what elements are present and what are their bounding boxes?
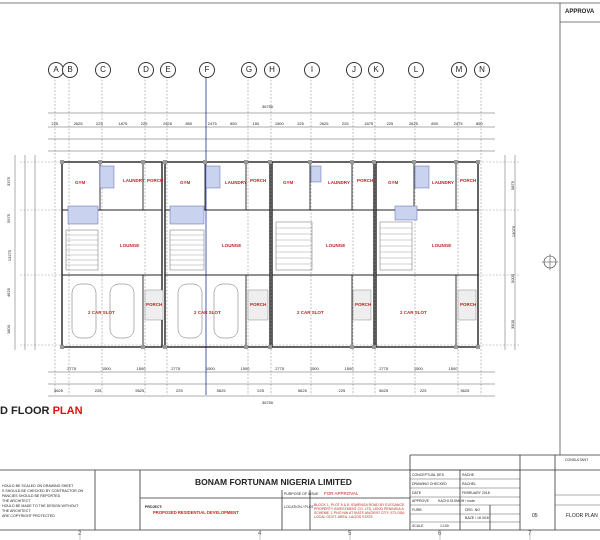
grid-bubble-n: N [474,62,490,78]
room-label-laundry: LAUNDRY [123,178,145,183]
room-label-gym: GYM [388,180,399,185]
ruler-number: 6 [438,531,442,537]
dimension-label: 850 [476,121,483,126]
dimension-label: 1500 [448,366,458,371]
dimension-label: 225 [96,121,103,126]
grid-bubble-k: K [368,62,384,78]
dimension-label: 3375 [5,176,11,186]
plan-title-prefix: D FLOOR [0,405,53,417]
note-line: THE ARCHITECT [2,509,31,513]
grid-bubble-l: L [408,62,424,78]
grid-bubble-j: J [346,62,362,78]
dimension-label: 1500 [101,366,111,371]
dimension-label: 2775 [275,366,285,371]
note-line: HOULD BE SCALED ON DRAWING SHEET [2,484,74,488]
dimension-label: 2625 [319,121,329,126]
note-line: ARE COPYRIGHT PROTECTED [2,514,55,518]
room-label-laundry: LAUNDRY [432,180,454,185]
dimension-label: 1800 [5,324,11,334]
room-label-porch: PORCH [250,178,267,183]
room-label-car-slot: 2 CAR SLOT [88,310,115,315]
dimension-label: 5000 [509,273,515,283]
grid-bubble-f: F [199,62,215,78]
dimension-label: 5625 [135,388,145,393]
sheet-number: 05 [532,513,538,519]
dimension-label: 2475 [207,121,217,126]
dimension-label: 2475 [453,121,463,126]
ruler-number: 2 [78,531,82,537]
location-label: LOCATION / PLOT [284,505,314,509]
grid-bubble-d: D [138,62,154,78]
dimension-label: 225 [257,388,264,393]
checked-label: DRAWING CHECKED [412,482,447,486]
dimension-label: 1500 [240,366,250,371]
dimension-label: 1500 [136,366,146,371]
scale-value: 1:100 [440,524,449,528]
room-label-porch: PORCH [357,178,374,183]
grid-bubble-g: G [241,62,257,78]
dimension-label: 150 [252,121,260,126]
ruler-number: 7 [528,531,532,537]
conceptual-value: RACHE [462,473,475,477]
dimension-label: 225 [386,121,394,126]
dimension-label: 1500 [344,366,354,371]
dimension-label: 1500 [413,366,423,371]
dimension-label: 5625 [216,388,226,393]
company-name: BONAM FORTUNAM NIGERIA LIMITED [195,477,352,487]
room-label-gym: GYM [75,180,86,185]
room-label-gym: GYM [180,180,191,185]
dimension-label: 2625 [163,121,172,126]
note-line: PANCIES SHOULD BE REPORTED [2,494,61,498]
overall-dimension-bottom: 36750 [262,400,274,405]
room-label-laundry: LAUNDRY [225,180,247,185]
scale-label: SCALE [412,524,424,528]
purpose-value: FOR APPROVAL [324,491,359,496]
checked-value: RACHEL [462,482,477,486]
room-label-lounge: LOUNGE [326,243,346,248]
date-value: FEBRUARY 2018 [462,491,490,495]
location-value: BLOCK 1, PLOT 5 & 8, IGWENGA ROAD BY ELEGANCE PROPERTY INVESTMENT CO. LTD, LEKKI PENINSULA SCHEME, 1 PHO NW AT IKATE ANCIENT CITY, ETI-OSA LOCAL GOVT. AREA, LAGOS STATE [314,503,405,519]
purpose-label: PURPOSE OF ISSUE [284,492,319,496]
plan-title [0,405,83,417]
dimension-label: 4625 [5,287,11,297]
approve-label: APPROVE [412,499,429,503]
grid-bubble-m: M [451,62,467,78]
grid-bubble-b: B [62,62,78,78]
consultant-label: CONSULTANT [565,458,589,462]
room-label-porch: PORCH [250,302,267,307]
misc-value: FURB [412,508,422,512]
dimension-label: 5875 [509,181,515,191]
drg-value: BAZE / 18 /018 [465,516,489,520]
dimension-label: 13075 [511,226,517,238]
conceptual-label: CONCEPTUAL DES. [412,473,445,477]
dimension-label: 1875 [118,121,128,126]
approval-label: APPROVA [565,9,595,15]
room-label-car-slot: 2 CAR SLOT [194,310,221,315]
dimension-label: 850 [431,121,438,126]
ruler-number: 5 [348,531,352,537]
dimension-label: 1500 [309,366,319,371]
room-label-porch: PORCH [355,302,372,307]
dimension-label: 225 [338,388,346,393]
dimension-label: 225 [297,121,304,126]
dimension-label: 225 [176,388,183,393]
room-label-porch: PORCH [460,302,477,307]
room-label-gym: GYM [283,180,294,185]
dimension-label: 5625 [460,388,470,393]
dimension-label: 2625 [73,121,83,126]
room-label-lounge: LOUNGE [432,243,452,248]
grid-bubble-i: I [304,62,320,78]
overall-dimension-top: 36750 [262,104,274,109]
dimension-label: 1500 [205,366,215,371]
note-line: THE ARCHITECT [2,499,31,503]
dimension-label: 225 [140,121,148,126]
room-label-porch: PORCH [146,302,163,307]
project-label: PROJECT: [145,505,163,509]
note-line: S SHOULD BE CHECKED BY CONTRACTOR ON [2,489,84,493]
room-label-porch: PORCH [460,178,477,183]
room-label-porch: PORCH [147,178,164,183]
ruler-number: 4 [258,531,262,537]
note-line: HOULD BE MADE TO THE DESIGN WITHOUT [2,504,79,508]
dimension-label: 13275 [7,249,13,261]
dimension-label: 225 [94,388,102,393]
grid-bubble-e: E [160,62,176,78]
room-label-car-slot: 2 CAR SLOT [297,310,324,315]
date-label: DATE [412,491,422,495]
approve-value: KACHI IGJIMOH / node [438,499,475,503]
sheet-title: FLOOR PLAN [566,513,598,519]
dimension-label: 2625 [408,121,418,126]
grid-bubble-c: C [95,62,111,78]
room-label-car-slot: 2 CAR SLOT [400,310,427,315]
dimension-label: 3500 [509,319,515,329]
dimension-label: 1500 [274,121,284,126]
dimension-label: 850 [230,121,237,126]
dimension-label: 225 [341,121,349,126]
dimension-label: 5625 [54,388,63,393]
grid-bubble-h: H [264,62,280,78]
project-value: PROPOSED RESIDENTIAL DEVELOPMENT [153,510,239,515]
room-label-laundry: LAUNDRY [328,180,350,185]
dimension-label: 850 [185,121,193,126]
dimension-label: 1875 [364,121,374,126]
grid-bubble-a: A [48,62,64,78]
dimension-label: 225 [51,121,59,126]
dimension-label: 5975 [5,213,11,223]
dimension-label: 2775 [67,366,77,371]
room-label-lounge: LOUNGE [222,243,242,248]
room-label-lounge: LOUNGE [120,243,140,248]
drg-label: DRG. NO [465,508,480,512]
dimension-label: 5625 [379,388,389,393]
dimension-label: 2775 [379,366,389,371]
dimension-label: 5625 [297,388,307,393]
dimension-label: 225 [419,388,427,393]
dimension-label: 2775 [171,366,181,371]
plan-title-suffix: PLAN [52,405,83,417]
general-notes [2,484,94,519]
